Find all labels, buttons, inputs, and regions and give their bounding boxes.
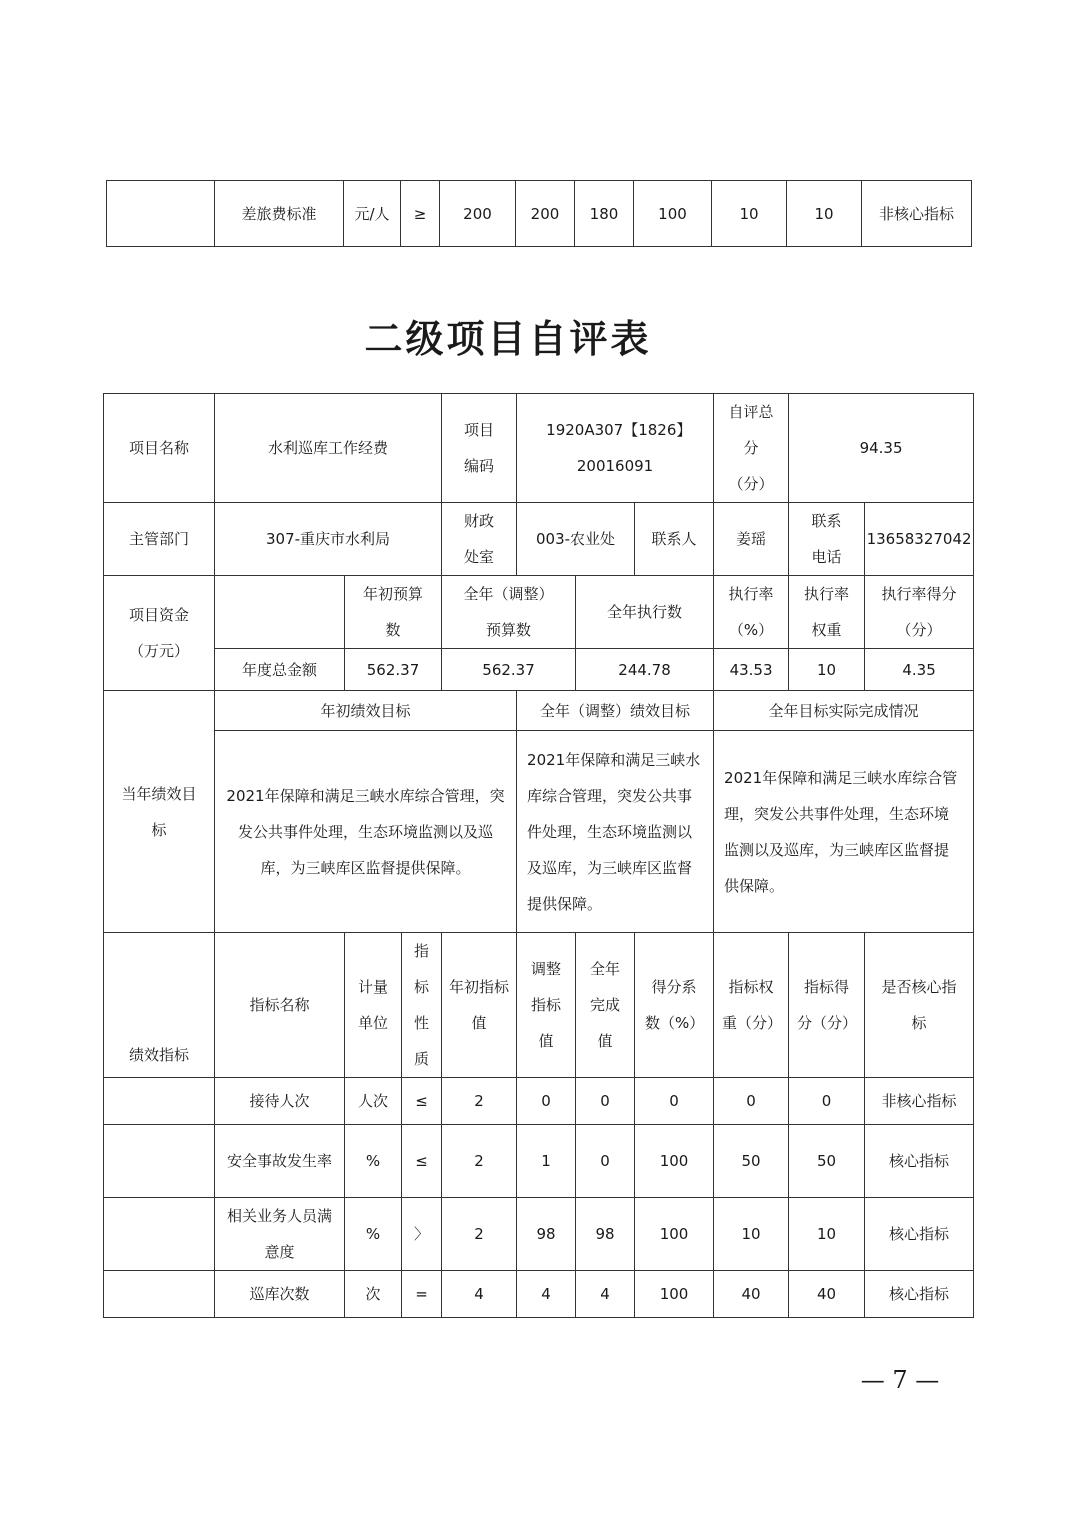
table-row <box>104 691 974 731</box>
indicator-coef: 0 <box>635 1078 714 1125</box>
indicator-name: 差旅费标准 <box>215 181 344 247</box>
goals-adjusted-header: 全年（调整）绩效目标 <box>517 691 714 731</box>
indicator-core: 核心指标 <box>865 1198 974 1271</box>
project-name: 水利巡库工作经费 <box>215 394 442 503</box>
goals-actual-header: 全年目标实际完成情况 <box>714 691 974 731</box>
table-row <box>107 181 972 247</box>
indicator-initial: 2 <box>442 1078 517 1125</box>
indicator-name: 相关业务人员满意度 <box>215 1198 345 1271</box>
indicator-initial: 2 <box>442 1125 517 1198</box>
finance-office: 003-农业处 <box>517 503 635 576</box>
indicator-adjusted: 200 <box>516 181 575 247</box>
empty-cell <box>104 1125 215 1198</box>
indicator-nature: ≥ <box>401 181 440 247</box>
goals-actual-text: 2021年保障和满足三峡水库综合管理，突发公共事件处理，生态环境监测以及巡库，为三峡库区监督提供保障。 <box>714 731 974 933</box>
funds-row-label: 年度总金额 <box>215 649 345 691</box>
indicator-weight-header: 指标权重（分） <box>714 933 789 1078</box>
funds-weight-header: 执行率权重 <box>789 576 865 649</box>
indicator-nature: = <box>402 1271 442 1318</box>
document-title: 二级项目自评表 <box>364 316 652 361</box>
indicator-coef: 100 <box>635 1271 714 1318</box>
table-row <box>104 394 974 503</box>
indicator-nature-header: 指标性质 <box>402 933 442 1078</box>
table-row <box>104 1271 974 1318</box>
indicator-name: 接待人次 <box>215 1078 345 1125</box>
phone-number: 13658327042 <box>865 503 974 576</box>
indicator-completed: 4 <box>576 1271 635 1318</box>
indicator-completed: 0 <box>576 1125 635 1198</box>
indicator-initial: 4 <box>442 1271 517 1318</box>
funds-initial: 562.37 <box>345 649 442 691</box>
project-code: 1920A307【1826】20016091 <box>517 394 714 503</box>
contact-name: 姜瑶 <box>714 503 789 576</box>
indicator-nature: 〉 <box>402 1198 442 1271</box>
indicator-completed: 180 <box>575 181 634 247</box>
goals-initial-header: 年初绩效目标 <box>215 691 517 731</box>
funds-weight: 10 <box>789 649 865 691</box>
indicator-weight: 10 <box>714 1198 789 1271</box>
table-row <box>104 1198 974 1271</box>
indicator-coef: 100 <box>635 1125 714 1198</box>
table-row <box>104 576 974 649</box>
funds-rate-header: 执行率（%） <box>714 576 789 649</box>
finance-office-label: 财政处室 <box>442 503 517 576</box>
empty-cell <box>215 576 345 649</box>
indicator-coef: 100 <box>635 1198 714 1271</box>
indicator-score-header: 指标得分（分） <box>789 933 865 1078</box>
indicator-initial: 200 <box>440 181 516 247</box>
indicator-core: 核心指标 <box>865 1125 974 1198</box>
empty-cell <box>107 181 215 247</box>
page-number: — 7 — <box>860 1366 940 1394</box>
total-score-label: 自评总分（分） <box>714 394 789 503</box>
indicator-unit: 次 <box>345 1271 402 1318</box>
indicator-adjusted: 1 <box>517 1125 576 1198</box>
funds-initial-header: 年初预算数 <box>345 576 442 649</box>
indicator-nature: ≤ <box>402 1125 442 1198</box>
contact-label: 联系人 <box>635 503 714 576</box>
indicator-adjusted: 4 <box>517 1271 576 1318</box>
indicator-unit-header: 计量单位 <box>345 933 402 1078</box>
funds-executed-header: 全年执行数 <box>576 576 714 649</box>
funds-adjusted-header: 全年（调整）预算数 <box>442 576 576 649</box>
indicator-weight: 40 <box>714 1271 789 1318</box>
evaluation-table <box>103 393 974 1318</box>
indicator-score: 10 <box>787 181 862 247</box>
total-score: 94.35 <box>789 394 974 503</box>
indicator-unit: % <box>345 1198 402 1271</box>
indicator-name-header: 指标名称 <box>215 933 345 1078</box>
indicator-nature: ≤ <box>402 1078 442 1125</box>
indicator-score: 40 <box>789 1271 865 1318</box>
funds-adjusted: 562.37 <box>442 649 576 691</box>
indicator-initial: 2 <box>442 1198 517 1271</box>
indicator-completed: 0 <box>576 1078 635 1125</box>
indicator-core-header: 是否核心指标 <box>865 933 974 1078</box>
funds-rate: 43.53 <box>714 649 789 691</box>
dept-label: 主管部门 <box>104 503 215 576</box>
indicator-completed-header: 全年完成值 <box>576 933 635 1078</box>
indicator-adjusted: 0 <box>517 1078 576 1125</box>
project-code-label: 项目编码 <box>442 394 517 503</box>
indicator-unit: % <box>345 1125 402 1198</box>
dept-value: 307-重庆市水利局 <box>215 503 442 576</box>
indicator-initial-header: 年初指标值 <box>442 933 517 1078</box>
indicator-adjusted: 98 <box>517 1198 576 1271</box>
indicator-core: 核心指标 <box>865 1271 974 1318</box>
indicator-core: 非核心指标 <box>865 1078 974 1125</box>
indicator-score: 10 <box>789 1198 865 1271</box>
indicator-name: 巡库次数 <box>215 1271 345 1318</box>
table-row <box>104 649 974 691</box>
empty-cell <box>104 1198 215 1271</box>
indicator-score: 50 <box>789 1125 865 1198</box>
indicator-name: 安全事故发生率 <box>215 1125 345 1198</box>
indicator-completed: 98 <box>576 1198 635 1271</box>
indicator-weight: 0 <box>714 1078 789 1125</box>
funds-score-header: 执行率得分（分） <box>865 576 974 649</box>
table-row <box>104 731 974 933</box>
indicators-label: 绩效指标 <box>104 933 215 1078</box>
table-row <box>104 933 974 1078</box>
table-row <box>104 1078 974 1125</box>
indicator-unit: 人次 <box>345 1078 402 1125</box>
phone-label: 联系电话 <box>789 503 865 576</box>
goals-initial-text: 2021年保障和满足三峡水库综合管理，突发公共事件处理，生态环境监测以及巡库，为三峡库区监督提供保障。 <box>215 731 517 933</box>
funds-label: 项目资金（万元） <box>104 576 215 691</box>
indicator-coef: 100 <box>634 181 712 247</box>
indicator-unit: 元/人 <box>344 181 401 247</box>
indicator-score: 0 <box>789 1078 865 1125</box>
empty-cell <box>104 1271 215 1318</box>
funds-executed: 244.78 <box>576 649 714 691</box>
table-row <box>104 503 974 576</box>
goals-label: 当年绩效目标 <box>104 691 215 933</box>
table-row <box>104 1125 974 1198</box>
indicator-core: 非核心指标 <box>862 181 972 247</box>
indicator-coef-header: 得分系数（%） <box>635 933 714 1078</box>
goals-adjusted-text: 2021年保障和满足三峡水库综合管理，突发公共事件处理，生态环境监测以及巡库，为三峡库区监督提供保障。 <box>517 731 714 933</box>
project-name-label: 项目名称 <box>104 394 215 503</box>
empty-cell <box>104 1078 215 1125</box>
funds-score: 4.35 <box>865 649 974 691</box>
indicator-adjusted-header: 调整指标值 <box>517 933 576 1078</box>
indicator-weight: 10 <box>712 181 787 247</box>
continuation-table <box>106 180 972 247</box>
indicator-weight: 50 <box>714 1125 789 1198</box>
